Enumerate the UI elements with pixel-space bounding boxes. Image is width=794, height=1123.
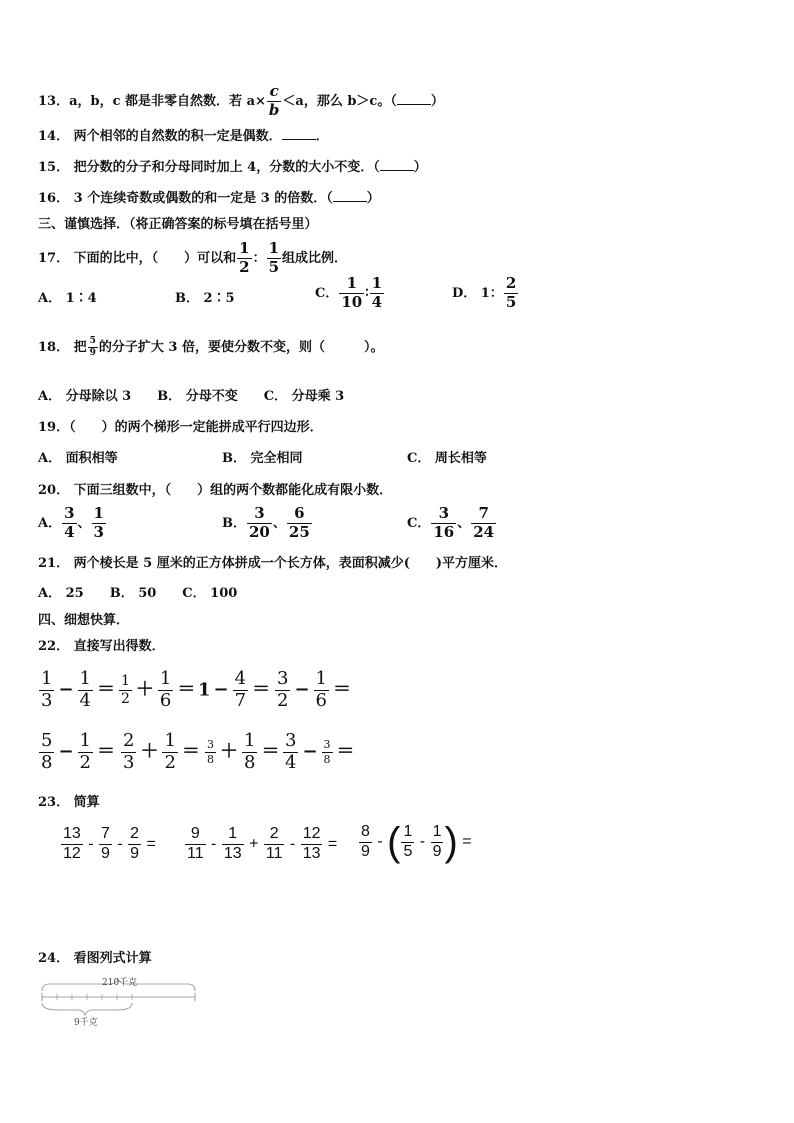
option-17d[interactable]: D． 1： $\frac{2}{5}$ [452,274,517,311]
option-17c[interactable]: C． $\frac{1}{10}$ ∶ $\frac{1}{4}$ [315,274,383,311]
question-20: 20． 下面三组数中，（ ）组的两个数都能化成有限小数． [38,483,393,498]
option-19c[interactable]: C． 周长相等 [407,451,487,466]
diagram-top-label: 210千克 [102,978,138,988]
expression-22-8: $\frac{3}{4}$ − $\frac{3}{8}$ ＝ [285,730,355,773]
segment-diagram [38,975,200,1030]
expression-23-3: $\frac{8}{9}$ - ( $\frac{1}{5}$ - $\frac{1}{9}$ ) = [361,820,472,864]
option-20c[interactable]: C． $\frac{3}{16}$ 、 $\frac{7}{24}$ [407,504,495,541]
options-21[interactable]: A． 25 B． 50 C． 100 [38,586,238,601]
question-24: 24． 看图列式计算 [38,951,152,966]
section-heading-4: 四、细想快算． [38,613,130,628]
question-19: 19．（ ）的两个梯形一定能拼成平行四边形． [38,420,323,435]
question-13: 13．a，b，c 都是非零自然数．若 a× $\frac{c}{b}$ ＜a，那么 b＞c。（ ） [38,82,444,119]
answer-blank[interactable] [397,92,431,105]
answer-blank[interactable] [380,158,414,171]
expression-23-2: $\frac{9}{11}$ - $\frac{1}{13}$ + $\frac{2}{11}$ - $\frac{12}{13}$ = [187,825,338,862]
expression-22-3: 1 − $\frac{4}{7}$ ＝ [198,668,271,711]
answer-blank[interactable] [333,189,367,202]
option-20b[interactable]: B． $\frac{3}{20}$ 、 $\frac{6}{25}$ [222,504,310,541]
options-18[interactable]: A． 分母除以 3 B． 分母不变 C． 分母乘 3 [38,389,345,404]
expression-22-2: $\frac{1}{2}$ ＋ $\frac{1}{6}$ ＝ [121,668,196,711]
question-17: 17． 下面的比中，（ ）可以和 $\frac{1}{2}$ ： $\frac{1}{5}$ 组成比例． [38,239,348,276]
question-14: 14． 两个相邻的自然数的积一定是偶数． ． [38,129,329,144]
question-22: 22． 直接写出得数． [38,639,165,654]
answer-blank[interactable] [282,127,316,140]
option-17a[interactable]: A． 1∶4 [38,291,97,306]
fraction-c-over-b: $\frac{c}{b}$ [268,82,280,119]
question-21: 21． 两个棱长是 5 厘米的正方体拼成一个长方体，表面积减少( )平方厘米． [38,556,508,571]
option-19b[interactable]: B． 完全相同 [222,451,303,466]
expression-22-1: $\frac{1}{3}$ − $\frac{1}{4}$ ＝ [41,668,115,711]
expression-22-6: $\frac{2}{3}$ ＋ $\frac{1}{2}$ ＝ [123,730,200,773]
option-19a[interactable]: A． 面积相等 [38,451,118,466]
diagram-bottom-label: 9千克 [74,1018,98,1028]
option-17b[interactable]: B． 2∶5 [175,291,235,306]
question-16: 16． 3 个连续奇数或偶数的和一定是 3 的倍数．（ ） [38,191,380,206]
expression-22-5: $\frac{5}{8}$ − $\frac{1}{2}$ ＝ [41,730,115,773]
question-23: 23． 简算 [38,795,100,810]
expression-23-1: $\frac{13}{12}$ - $\frac{7}{9}$ - $\frac{2}{9}$ = [63,825,156,862]
section-heading-3: 三、谨慎选择．（将正确答案的标号填在括号里） [38,217,318,232]
option-20a[interactable]: A． $\frac{3}{4}$ 、 $\frac{1}{3}$ [38,504,104,541]
question-15: 15． 把分数的分子和分母同时加上 4，分数的大小不变．（ ） [38,160,427,175]
expression-22-4: $\frac{3}{2}$ − $\frac{1}{6}$ ＝ [277,668,351,711]
expression-22-7: $\frac{3}{8}$ ＋ $\frac{1}{8}$ ＝ [207,730,280,773]
question-18: 18． 把 $\frac{5}{9}$ 的分子扩大 3 倍，要使分数不变，则（ ）。 [38,335,384,358]
